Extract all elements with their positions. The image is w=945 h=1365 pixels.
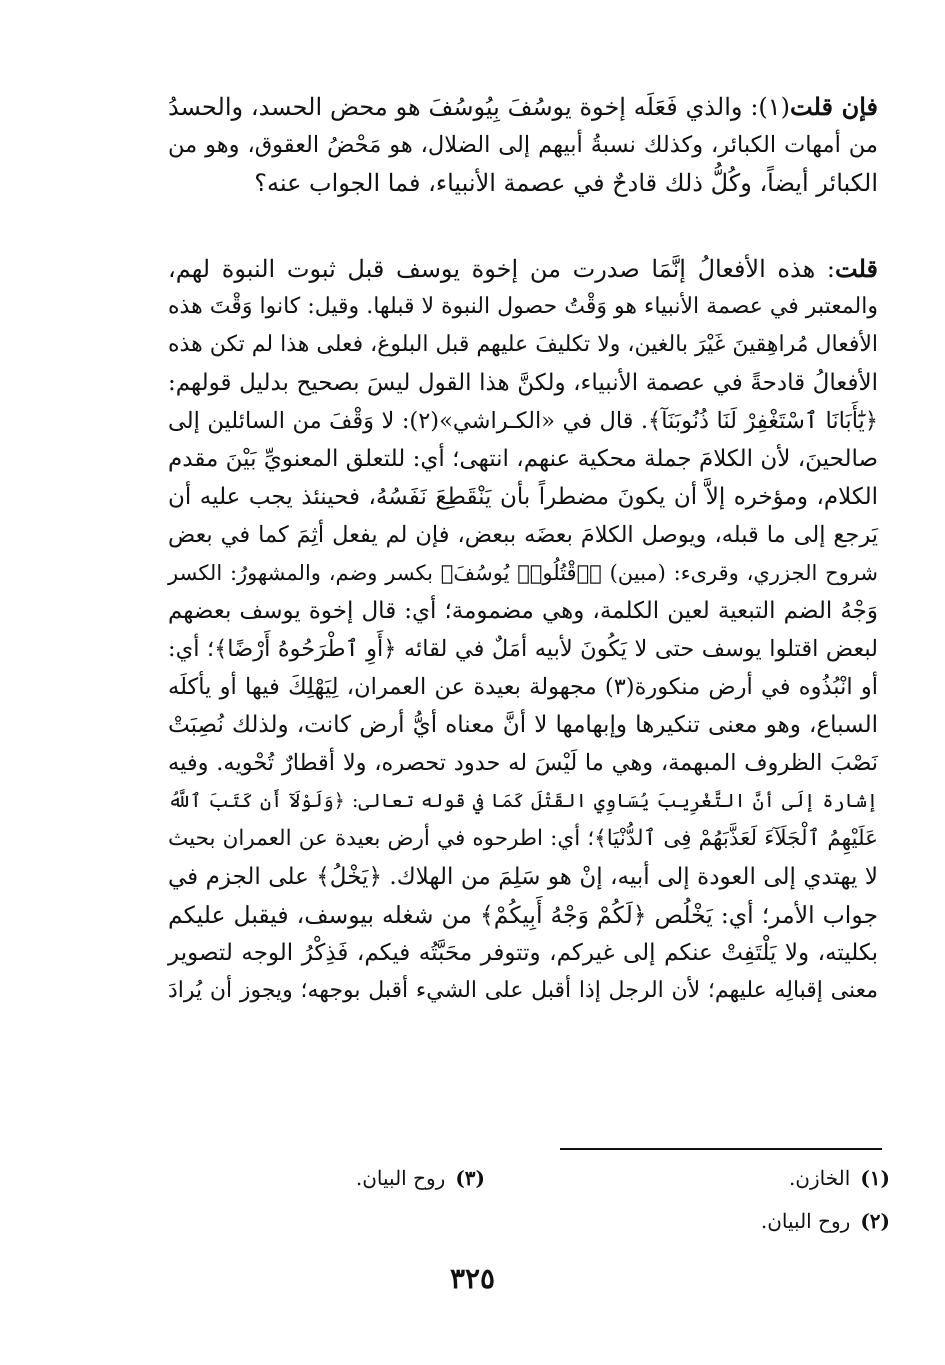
footnote-1: [789, 1163, 890, 1193]
text-line: وَجْهُ الضم التبعية لعين الكلمة، وهي مضمومة؛ أي: قال إخوة يوسف بعضهم: [168, 598, 878, 624]
text-line: معنى إقبالِه عليهم؛ لأن الرجل إذا أقبل على الشيء أقبل بوجهه؛ ويجوز أن يُرادَ: [168, 978, 878, 1003]
text-line: نَصْبَ الظروف المبهمة، وهي ما لَيْسَ له حدود تحصره، ولا أقطارٌ تُحْويه. وفيه: [168, 750, 878, 776]
footnote-text: روح البيان.: [355, 1166, 446, 1190]
text-line: عَلَيْهِمُ ٱلْجَلَآءَ لَعَذَّبَهُمْ فِى ٱلدُّنْيَا﴾؛ أي: اطرحوه في أرض بعيدة عن العمران بحيث: [168, 826, 878, 851]
text-line: ﴿يَٰٓأَبَانَا ٱسْتَغْفِرْ لَنَا ذُنُوبَنَآ﴾. قال في «الكـراشي»(٢): لا وَقْفَ من السائلين إلى: [168, 408, 878, 434]
text-line: أو انْبُذُوه في أرض منكورة(٣) مجهولة بعيدة عن العمران، لِيَهْلِكَ فيها أو يأكلَه: [168, 674, 878, 700]
text-line: فإن قلت(١): والذي فَعَلَه إخوة يوسُفَ بِيُوسُفَ هو محض الحسد، والحسدُ: [168, 92, 878, 121]
text-line: جواب الأمر؛ أي: يَخْلُص ﴿لَكُمْ وَجْهُ أَبِيكُمْ﴾ من شغله بيوسف، فيقبل عليكم: [168, 901, 878, 929]
text-line: شروح الجزري، وقرىء: (مبين) ﴿ٱقْتُلُوا۟ يُوسُفَ﴾ بكسر وضم، والمشهورُ: الكسر: [168, 561, 878, 585]
text-line: بكليته، ولا يَلْتَفِتْ عنكم إلى غيركم، وتتوفر محَبَّتُه فيكم، فَذِكْرُ الوجه لتصوير: [168, 940, 878, 966]
footnote-2: [761, 1206, 890, 1236]
text-line: الأفعال مُراهِقينَ غَيْرَ بالغين، ولا تكليفَ عليهم قبل البلوغ، فعلى هذا لم تكن هذه: [168, 332, 878, 357]
text-line: يَرجع إلى ما قبله، ويوصل الكلامَ بعضَه ببعض، فإن لم يفعل أثِمَ كما في بعض: [168, 522, 878, 548]
text-line: إشارة إلَى أنَّ التَّغْرِيبَ يُسَاوِي القَتْلَ كَمَا في قوله تعالى: ﴿وَلَوْلَآ أَن كَتَبَ ٱللَّهُ: [168, 790, 878, 812]
text-line: الكلام، ومؤخره إلاَّ أن يكونَ مضطراً بأن يَنْقَطِعَ نَفَسُهُ، فحينئذ يجب عليه أن: [168, 484, 878, 510]
paragraph-lead: قلت: [835, 254, 878, 283]
footnote-text: روح البيان.: [760, 1209, 851, 1233]
text-line: لبعض اقتلوا يوسف حتى لا يَكُونَ لأبيه أمَلٌ في لقائه ﴿أَوِ ٱطْرَحُوهُ أَرْضًا﴾؛ أي:: [168, 636, 878, 662]
text-line: الكبائر أيضاً، وكُلُّ ذلك قادحٌ في عصمة الأنبياء، فما الجواب عنه؟: [254, 169, 878, 197]
footnote-number: (١): [860, 1166, 890, 1190]
page-number: ٣٢٥: [449, 1262, 496, 1295]
paragraph-answer: [168, 250, 878, 1010]
text-line: قلت: هذه الأفعالُ إنَّمَا صدرت من إخوة يوسف قبل ثبوت النبوة لهم،: [168, 254, 878, 283]
text-line: لا يهتدي إلى العودة إلى أبيه، إنْ هو سَلِمَ من الهلاك. ﴿يَخْلُ﴾ على الجزم في: [168, 864, 878, 890]
footnote-number: (٣): [455, 1166, 485, 1190]
text-line: من أمهات الكبائر، وكذلك نسبةُ أبيهم إلى الضلال، هو مَحْضُ العقوق، وهو من: [168, 132, 878, 158]
paragraph-lead: فإن قلت: [790, 92, 878, 121]
footnote-divider: [560, 1148, 882, 1150]
footnote-3: [356, 1163, 485, 1193]
paragraph-question: [168, 88, 878, 202]
text-line: الأفعالُ قادحةً في عصمة الأنبياء، ولكنَّ هذا القول ليسَ بصحيح بدليل قولهم:: [168, 370, 878, 396]
footnote-text: الخازن.: [788, 1166, 851, 1190]
text-line: السباع، وهو معنى تنكيرها وإبهامها لا أنَّ معناه أيُّ أرض كانت، ولذلك نُصِبَتْ: [168, 712, 878, 738]
text-line: صالحينَ، لأن الكلامَ جملة محكية عنهم، انتهى؛ أي: للتعلق المعنويِّ بَيْنَ مقدم: [168, 446, 878, 472]
footnote-number: (٢): [860, 1209, 890, 1233]
text-line: والمعتبر في عصمة الأنبياء هو وَقْتُ حصول النبوة لا قبلها. وقيل: كانوا وَقْتَ هذه: [168, 294, 878, 319]
